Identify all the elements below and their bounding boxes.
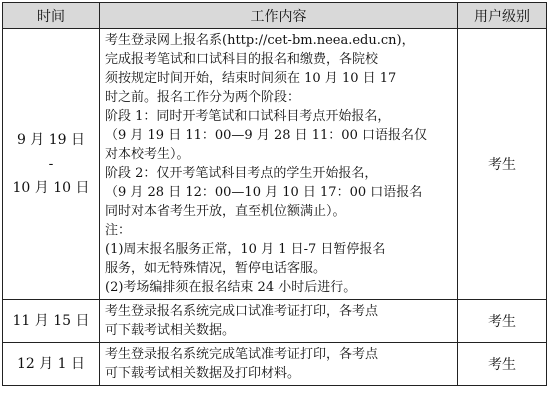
content-line: 阶段 2：仅开考笔试科目考点的学生开始报名， <box>105 166 378 181</box>
content-line: 对本校考生）。 <box>105 147 190 162</box>
time-line: 12 月 1 日 <box>16 356 86 372</box>
content-line: 服务，如无特殊情况，暂停电话客服。 <box>105 261 327 276</box>
content-line: 时之前。报名工作分为两个阶段： <box>105 90 301 105</box>
content-line: 同时对本省考生开放，直至机位额满止）。 <box>105 204 346 219</box>
time-line: 9 月 19 日 <box>16 132 86 148</box>
schedule-table <box>2 2 547 386</box>
time-line: 10 月 10 日 <box>12 180 90 196</box>
table-row <box>3 343 547 386</box>
level-cell: 考生 <box>458 343 547 386</box>
header-level: 用户级别 <box>458 3 547 29</box>
content-line: （9 月 28 日 12：00—10 月 10 日 17：00 口语报名 <box>105 185 423 200</box>
time-line: - <box>48 156 54 172</box>
content-line: 考生登录报名系统完成口试准考证打印，各考点 <box>105 304 379 319</box>
content-line: 注： <box>105 223 132 238</box>
level-cell: 考生 <box>458 300 547 343</box>
time-cell <box>3 300 100 343</box>
header-row <box>3 3 547 29</box>
time-cell <box>3 29 100 300</box>
content-line: 阶段 1：同时开考笔试和口试科目考点开始报名， <box>105 109 391 124</box>
header-time: 时间 <box>3 3 100 29</box>
content-cell <box>100 343 458 386</box>
content-cell <box>100 29 458 300</box>
content-line: 须按规定时间开始，结束时间须在 10 月 10 日 17 <box>105 71 397 86</box>
content-line: 可下载考试相关数据及打印材料。 <box>105 366 301 381</box>
content-line: 考生登录报名系统完成笔试准考证打印，各考点 <box>105 347 379 362</box>
header-content: 工作内容 <box>100 3 458 29</box>
content-line: (1)周末报名服务正常，10 月 1 日-7 日暂停报名 <box>105 242 386 257</box>
content-line: 可下载考试相关数据。 <box>105 323 236 338</box>
level-cell: 考生 <box>458 29 547 300</box>
content-line: 完成报考笔试和口试科目的报名和缴费，各院校 <box>105 52 379 67</box>
time-cell <box>3 343 100 386</box>
content-cell <box>100 300 458 343</box>
time-line: 11 月 15 日 <box>12 313 90 329</box>
table-row <box>3 29 547 300</box>
content-line: (2)考场编排须在报名结束 24 小时后进行。 <box>105 280 357 295</box>
content-line: （9 月 19 日 11：00—9 月 28 日 11：00 口语报名仅 <box>105 128 427 143</box>
content-line: 考生登录网上报名系(http://cet-bm.neea.edu.cn)， <box>105 33 415 48</box>
table-row <box>3 300 547 343</box>
